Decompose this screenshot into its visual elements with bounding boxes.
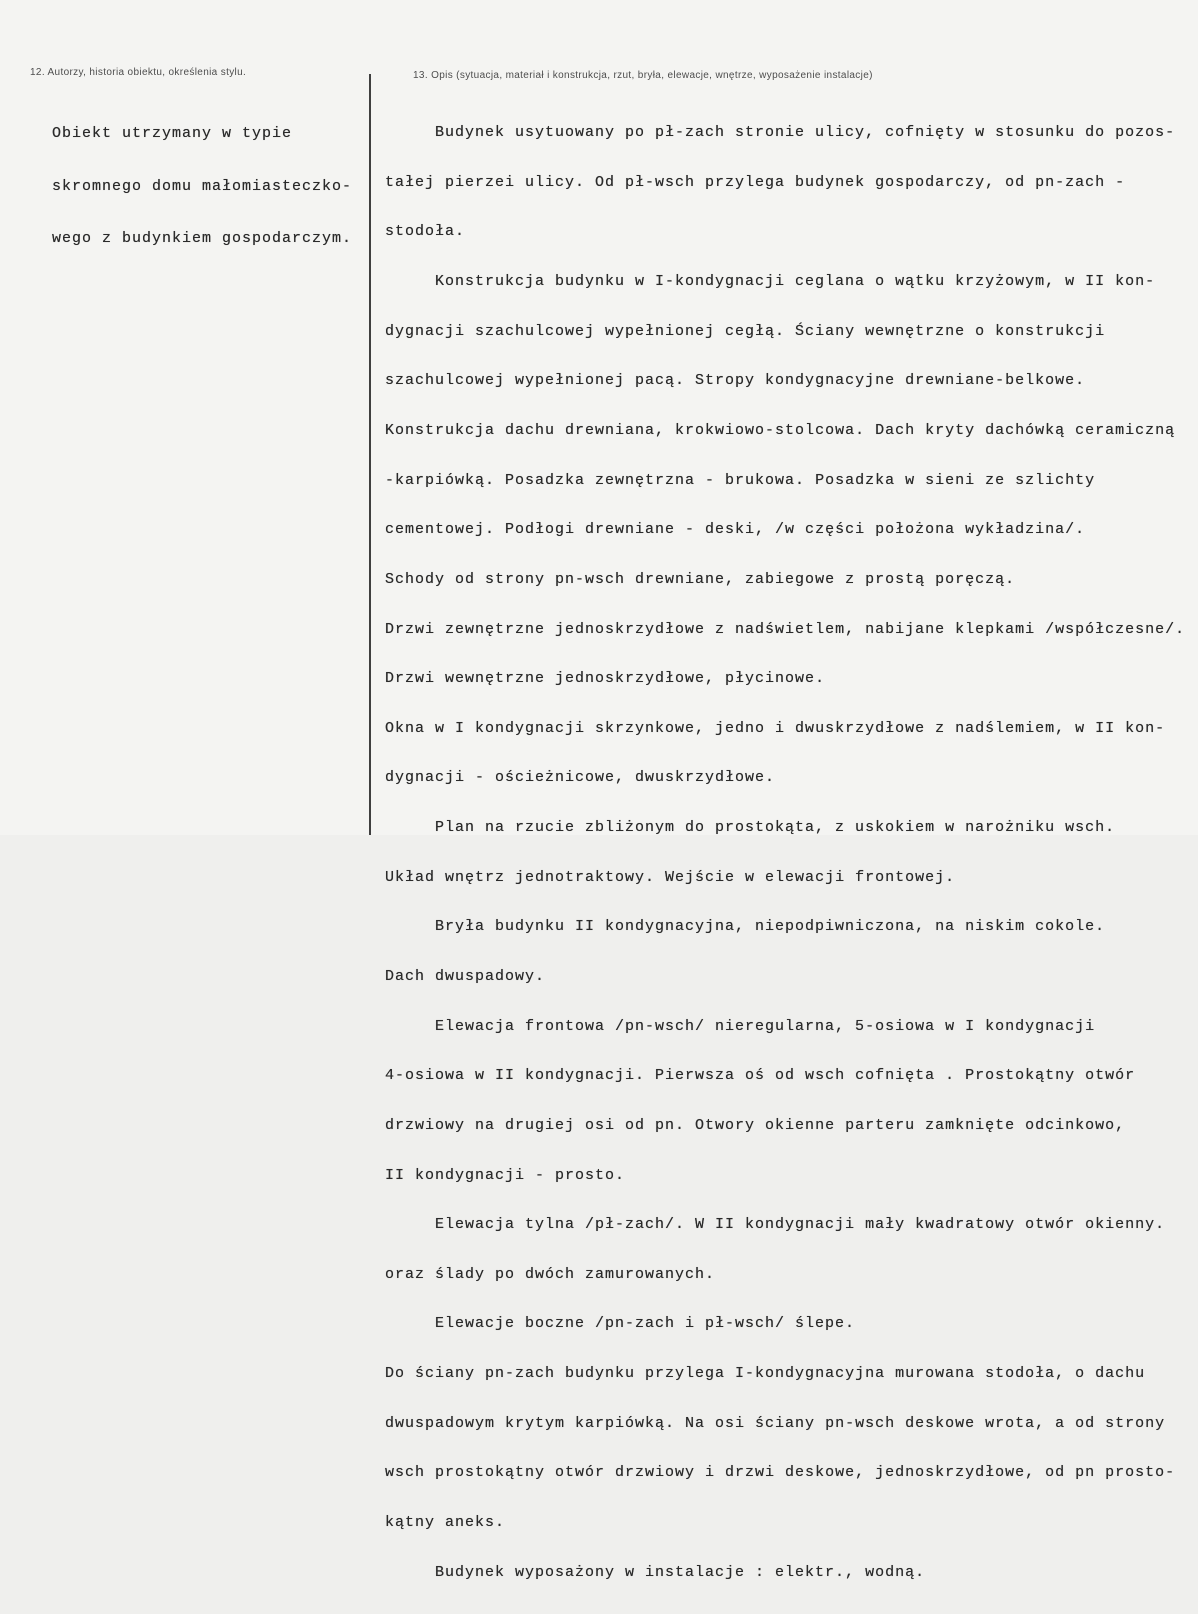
- description-line: wsch prostokątny otwór drzwiowy i drzwi deskowe, jednoskrzydłowe, od pn prosto-: [385, 1464, 1176, 1482]
- description-line: Dach dwuspadowy.: [385, 967, 546, 985]
- description-line: kątny aneks.: [385, 1514, 506, 1532]
- description-line: dygnacji - ościeżnicowe, dwuskrzydłowe.: [385, 769, 776, 787]
- description-line: Konstrukcja budynku w I-kondygnacji ceglana o wątku krzyżowym, w II kon-: [435, 273, 1156, 291]
- column-divider: [369, 74, 371, 835]
- description-line: Elewacje boczne /pn-zach i pł-wsch/ ślepe.: [435, 1315, 856, 1333]
- description-line: Do ściany pn-zach budynku przylega I-kondygnacyjna murowana stodoła, o dachu: [385, 1365, 1146, 1383]
- style-line: wego z budynkiem gospodarczym.: [52, 230, 353, 247]
- description-line: Układ wnętrz jednotraktowy. Wejście w elewacji frontowej.: [385, 868, 956, 886]
- building-description: [385, 92, 1185, 1614]
- description-line: cementowej. Podłogi drewniane - deski, /w części położona wykładzina/.: [385, 521, 1086, 539]
- description-line: Schody od strony pn-wsch drewniane, zabiegowe z prostą poręczą.: [385, 570, 1016, 588]
- section-13-header: 13. Opis (sytuacja, materiał i konstrukcja, rzut, bryła, elewacje, wnętrze, wyposażenie instalacje): [413, 70, 873, 81]
- description-line: Elewacja tylna /pł-zach/. W II kondygnacji mały kwadratowy otwór okienny.: [435, 1216, 1166, 1234]
- description-line: -karpiówką. Posadzka zewnętrzna - brukowa. Posadzka w sieni ze szlichty: [385, 471, 1096, 489]
- description-line: Elewacja frontowa /pn-wsch/ nieregularna, 5-osiowa w I kondygnacji: [435, 1017, 1096, 1035]
- description-line: Okna w I kondygnacji skrzynkowe, jedno i dwuskrzydłowe z nadślemiem, w II kon-: [385, 719, 1166, 737]
- description-line: Drzwi wewnętrzne jednoskrzydłowe, płycinowe.: [385, 670, 826, 688]
- style-line: Obiekt utrzymany w typie: [52, 125, 293, 142]
- description-line: Plan na rzucie zbliżonym do prostokąta, z uskokiem w narożniku wsch.: [435, 819, 1116, 837]
- description-line: dwuspadowym krytym karpiówką. Na osi ściany pn-wsch deskowe wrota, a od strony: [385, 1414, 1166, 1432]
- section-12-header: 12. Autorzy, historia obiektu, określenia stylu.: [30, 67, 247, 78]
- description-line: stodoła.: [385, 223, 466, 241]
- description-line: oraz ślady po dwóch zamurowanych.: [385, 1265, 716, 1283]
- description-line: 4-osiowa w II kondygnacji. Pierwsza oś od wsch cofnięta . Prostokątny otwór: [385, 1067, 1136, 1085]
- description-line: drzwiowy na drugiej osi od pn. Otwory okienne parteru zamknięte odcinkowo,: [385, 1116, 1126, 1134]
- description-line: Konstrukcja dachu drewniana, krokwiowo-stolcowa. Dach kryty dachówką ceramiczną: [385, 421, 1176, 439]
- description-line: dygnacji szachulcowej wypełnionej cegłą. Ściany wewnętrzne o konstrukcji: [385, 322, 1106, 340]
- style-description: [52, 90, 352, 283]
- description-line: Budynek usytuowany po pł-zach stronie ulicy, cofnięty w stosunku do pozos-: [435, 124, 1176, 142]
- description-line: szachulcowej wypełnionej pacą. Stropy kondygnacyjne drewniane-belkowe.: [385, 372, 1086, 390]
- style-line: skromnego domu małomiasteczko-: [52, 177, 353, 195]
- description-line: tałej pierzei ulicy. Od pł-wsch przylega budynek gospodarczy, od pn-zach -: [385, 173, 1126, 191]
- description-line: Drzwi zewnętrzne jednoskrzydłowe z nadświetlem, nabijane klepkami /współczesne/.: [385, 620, 1186, 638]
- description-line: II kondygnacji - prosto.: [385, 1166, 626, 1184]
- description-line: Budynek wyposażony w instalacje : elektr., wodną.: [435, 1563, 926, 1581]
- description-line: Bryła budynku II kondygnacyjna, niepodpiwniczona, na niskim cokole.: [435, 918, 1106, 936]
